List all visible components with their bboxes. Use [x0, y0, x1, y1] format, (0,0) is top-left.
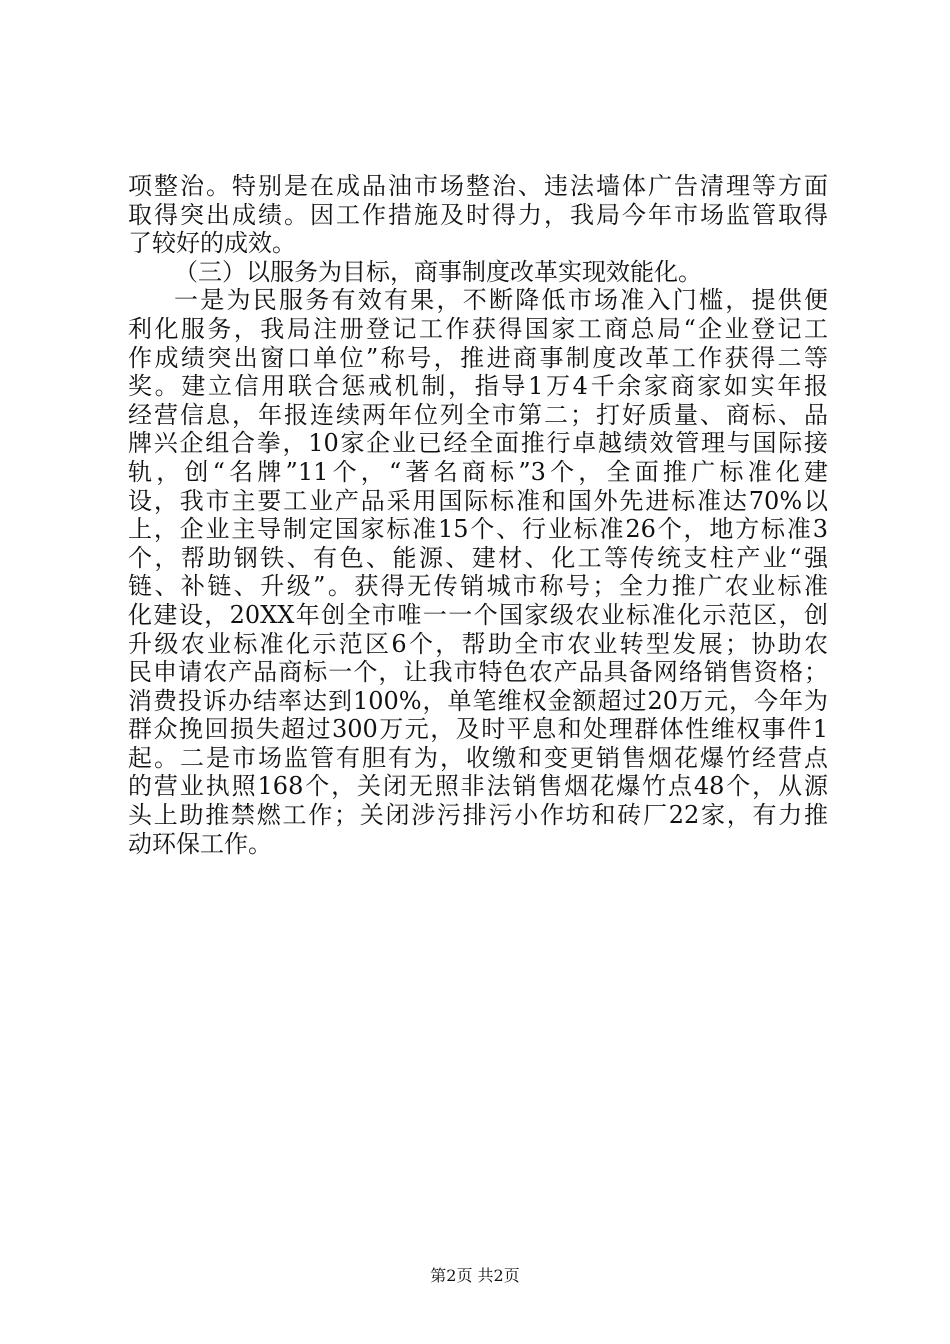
text-line: 民申请农产品商标一个，让我市特色农产品具备网络销售资格； — [128, 658, 828, 687]
text-line: 消费投诉办结率达到100%，单笔维权金额超过20万元，今年为 — [128, 686, 828, 715]
text-line: 个，帮助钢铁、有色、能源、建材、化工等传统支柱产业“强 — [128, 543, 828, 572]
text-line: 群众挽回损失超过300万元，及时平息和处理群体性维权事件1 — [128, 715, 828, 744]
text-line: 一是为民服务有效有果，不断降低市场准入门槛，提供便 — [174, 286, 828, 315]
text-line: 经营信息，年报连续两年位列全市第二；打好质量、商标、品 — [128, 400, 828, 429]
text-line: 动环保工作。 — [128, 829, 272, 858]
text-line: 取得突出成绩。因工作措施及时得力，我局今年市场监管取得 — [128, 200, 828, 229]
text-line: 轨，创“名牌”11个，“著名商标”3个，全面推广标准化建 — [128, 457, 828, 486]
text-line: 化建设，20XX年创全市唯一一个国家级农业标准化示范区，创 — [128, 600, 828, 629]
text-line: 奖。建立信用联合惩戒机制，指导1万4千余家商家如实年报 — [128, 372, 828, 401]
text-line: 作成绩突出窗口单位”称号，推进商事制度改革工作获得二等 — [128, 343, 828, 372]
text-line: 头上助推禁燃工作；关闭涉污排污小作坊和砖厂22家，有力推 — [128, 801, 828, 830]
page-number-footer: 第2页 共2页 — [430, 1266, 520, 1285]
text-line: 了较好的成效。 — [128, 229, 296, 258]
text-line: 利化服务，我局注册登记工作获得国家工商总局“企业登记工 — [128, 314, 828, 343]
section-heading: （三）以服务为目标，商事制度改革实现效能化。 — [174, 257, 702, 286]
text-line: 项整治。特别是在成品油市场整治、违法墙体广告清理等方面 — [128, 172, 828, 200]
text-line: 牌兴企组合拳，10家企业已经全面推行卓越绩效管理与国际接 — [128, 429, 828, 458]
text-line: 上，企业主导制定国家标准15个、行业标准26个，地方标准3 — [128, 515, 828, 544]
text-line: 的营业执照168个，关闭无照非法销售烟花爆竹点48个，从源 — [128, 772, 828, 801]
document-body — [128, 172, 828, 858]
text-line: 设，我市主要工业产品采用国际标准和国外先进标准达70%以 — [128, 486, 828, 515]
text-line: 升级农业标准化示范区6个，帮助全市农业转型发展；协助农 — [128, 629, 828, 658]
text-line: 起。二是市场监管有胆有为，收缴和变更销售烟花爆竹经营点 — [128, 743, 828, 772]
text-line: 链、补链、升级”。获得无传销城市称号；全力推广农业标准 — [128, 572, 828, 601]
